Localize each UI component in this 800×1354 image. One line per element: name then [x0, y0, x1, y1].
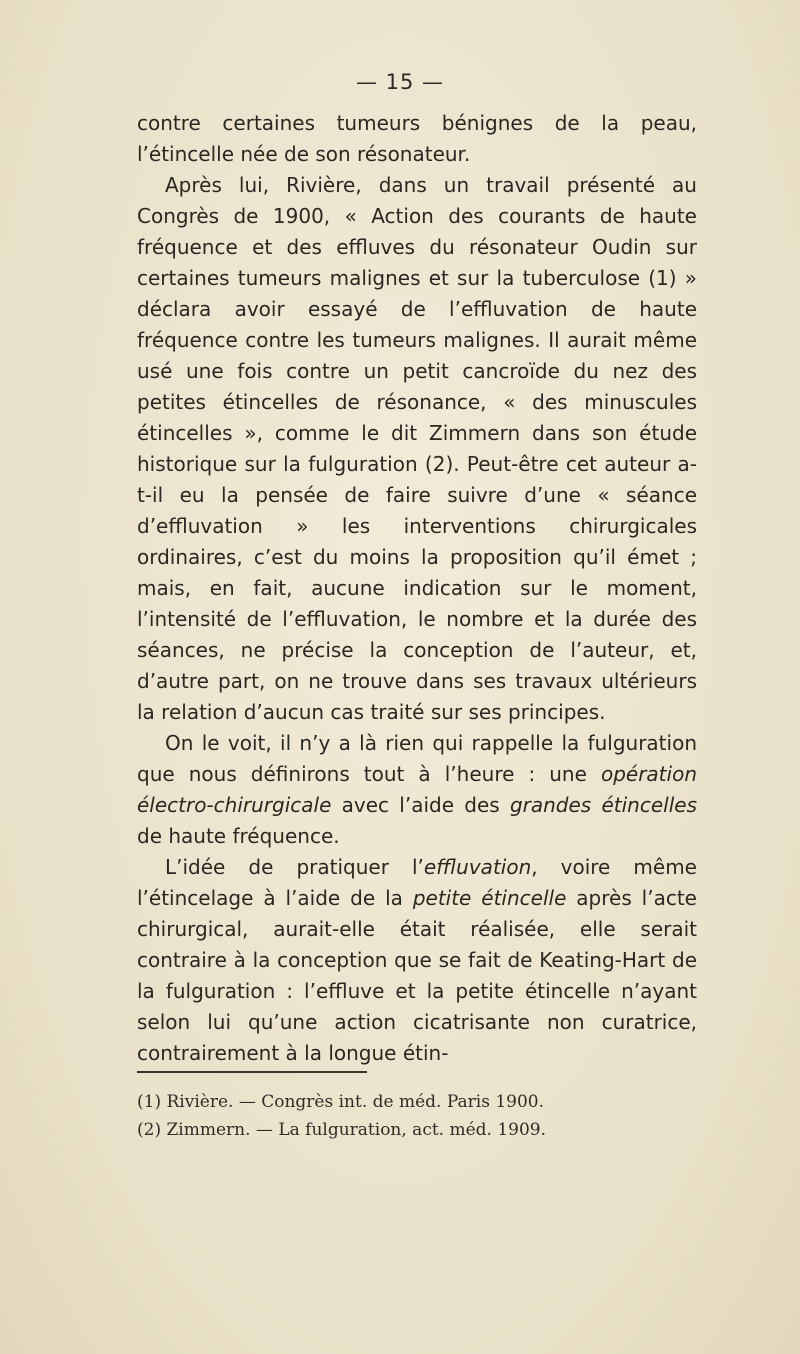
paragraph-fulguration-definition	[137, 728, 697, 852]
main-text	[137, 108, 697, 1069]
footnote-1: (1) Rivière. — Congrès int. de méd. Paris 1900.	[137, 1092, 545, 1112]
italic-term-effluvation: effluvation	[423, 855, 532, 879]
text-run: avec l’aide des	[331, 793, 510, 817]
italic-term-operation: opération électro-chirurgicale	[137, 762, 697, 817]
text-run: , voire même l’étincelage à l’aide de la	[137, 855, 697, 910]
italic-term-grandes-etincelles: grandes étincelles	[509, 793, 697, 817]
page-number: — 15 —	[355, 70, 445, 94]
text-run: On le voit, il n’y a là rien qui rappelle la fulguration que nous définirons tout à l’heure : une	[137, 731, 697, 786]
text-run: L’idée de pratiquer l’	[165, 855, 424, 879]
paragraph-riviere: Après lui, Rivière, dans un travail présenté au Congrès de 1900, « Action des courants de haute fréquence et des effluves du résonateur Oudin sur certaines tumeurs malignes et sur la tuberculose (1) » déclara avoir essayé de l’effluvation de haute fréquence contre les tumeurs malignes. Il aurait même usé une fois contre un petit cancroïde du nez des petites étincelles de résonance, « des minuscules étincelles », comme le dit Zimmern dans son étude historique sur la fulguration (2). Peut-être cet auteur a-t-il eu la pensée de faire suivre d’une « séance d’effluvation » les interventions chirurgicales ordinaires, c’est du moins la proposition qu’il émet ; mais, en fait, aucune indication sur le moment, l’intensité de l’effluvation, le nombre et la durée des séances, ne précise la conception de l’auteur, et, d’autre part, on ne trouve dans ses travaux ultérieurs la relation d’aucun cas traité sur ses principes.	[137, 173, 697, 724]
italic-term-petite-etincelle: petite étincelle	[412, 886, 567, 910]
footnote-rule	[137, 1071, 367, 1073]
footnote-2: (2) Zimmern. — La fulguration, act. méd. 1909.	[137, 1120, 547, 1140]
footnotes	[137, 1088, 697, 1144]
paragraph-continuation: contre certaines tumeurs bénignes de la peau, l’étincelle née de son résonateur.	[137, 111, 697, 166]
text-run: de haute fréquence.	[137, 824, 340, 848]
text-run: après l’acte chirurgical, aurait-elle était réalisée, elle serait contraire à la conception que se fait de Keating-Hart de la fulguration : l’effluve et la petite étincelle n’ayant selon lui qu’une action cicatrisante non curatrice, contrairement à la longue étin-	[137, 886, 697, 1065]
paragraph-keating-hart	[137, 852, 697, 1069]
